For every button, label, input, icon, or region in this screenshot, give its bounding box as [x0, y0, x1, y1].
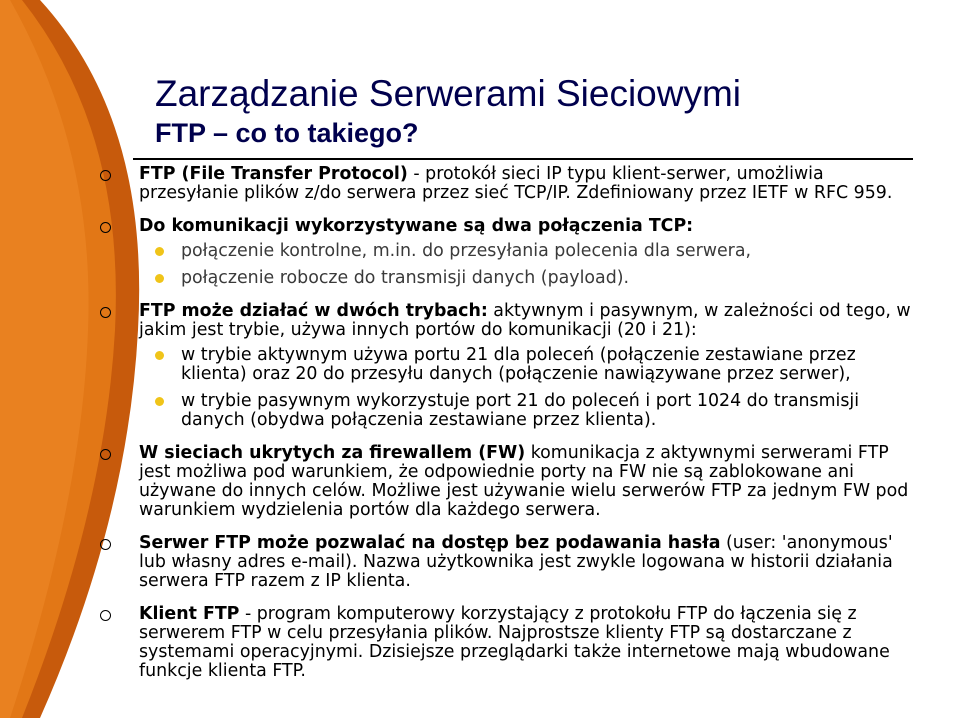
list-item-ftp-client: [100, 605, 922, 681]
sub-item: [139, 346, 922, 384]
item-text: aktywnym i pasywnym, w zależności od tego, w jakim jest trybie, używa innych portów do komunikacji (20 i 21):: [139, 301, 911, 340]
list-item-anonymous-access: [100, 534, 922, 591]
item-bold-text: W sieciach ukrytych za firewallem (FW): [139, 443, 526, 463]
sub-item-text: w trybie aktywnym używa portu 21 dla poleceń (połączenie zestawiane przez klienta) oraz 20 do przesyłu danych (połączenie nawiązywane przez serwer),: [181, 345, 856, 384]
item-bold-text: FTP (File Transfer Protocol): [139, 164, 408, 184]
hollow-circle-icon: [100, 610, 111, 621]
yellow-dot-icon: [155, 247, 164, 256]
yellow-dot-icon: [155, 274, 164, 283]
sub-item: [139, 392, 922, 430]
hollow-circle-icon: [100, 170, 111, 181]
item-bold-text: Serwer FTP może pozwalać na dostęp bez podawania hasła: [139, 533, 721, 553]
hollow-circle-icon: [100, 222, 111, 233]
sub-list: [139, 242, 922, 288]
yellow-dot-icon: [155, 397, 164, 406]
item-bold-text: FTP może działać w dwóch trybach:: [139, 301, 488, 321]
hollow-circle-icon: [100, 307, 111, 318]
list-item-tcp-connections: [100, 217, 922, 288]
slide-subtitle: FTP – co to takiego?: [155, 118, 419, 148]
item-bold-text: Do komunikacji wykorzystywane są dwa połączenia TCP:: [139, 216, 694, 236]
item-text: - program komputerowy korzystający z protokołu FTP do łączenia się z serwerem FTP w celu przesyłania plików. Najprostsze klienty FTP są dostarczane z systemami operacyjnymi. Dzisiejsze przeglądarki także internetowe mają wbudowane funkcje klienta FTP.: [139, 604, 890, 681]
bullet-list: [100, 165, 922, 681]
item-text: (user: 'anonymous' lub własny adres e-mail). Nazwa użytkownika jest zwykle logowana w historii działania serwera FTP razem z IP klienta.: [139, 533, 893, 591]
item-text: - protokół sieci IP typu klient-serwer, umożliwia przesyłanie plików z/do serwera przez sieć TCP/IP. Zdefiniowany przez IETF w RFC 959.: [139, 164, 893, 203]
slide-title: Zarządzanie Serwerami Sieciowymi: [155, 73, 742, 114]
sub-item-text: w trybie pasywnym wykorzystuje port 21 do poleceń i port 1024 do transmisji danych (obydwa połączenia zestawiane przez klienta).: [181, 391, 860, 430]
list-item-firewall: [100, 444, 922, 520]
title-divider: [133, 158, 913, 160]
sub-list: [139, 346, 922, 430]
hollow-circle-icon: [100, 449, 111, 460]
list-item-ftp-modes: [100, 302, 922, 430]
item-text: komunikacja z aktywnymi serwerami FTP jest możliwa pod warunkiem, że odpowiednie porty na FW nie są zablokowane ani używane do innych celów. Możliwe jest używanie wielu serwerów FTP za jednym FW pod warunkiem wydzielenia portów dla każdego serwera.: [139, 443, 909, 520]
sub-item-text: połączenie kontrolne, m.in. do przesyłania polecenia dla serwera,: [181, 241, 752, 261]
sub-item: [139, 269, 922, 288]
item-bold-text: Klient FTP: [139, 604, 240, 624]
sub-item-text: połączenie robocze do transmisji danych (payload).: [181, 268, 630, 288]
yellow-dot-icon: [155, 351, 164, 360]
list-item-ftp-definition: [100, 165, 922, 203]
hollow-circle-icon: [100, 539, 111, 550]
sub-item: [139, 242, 922, 261]
